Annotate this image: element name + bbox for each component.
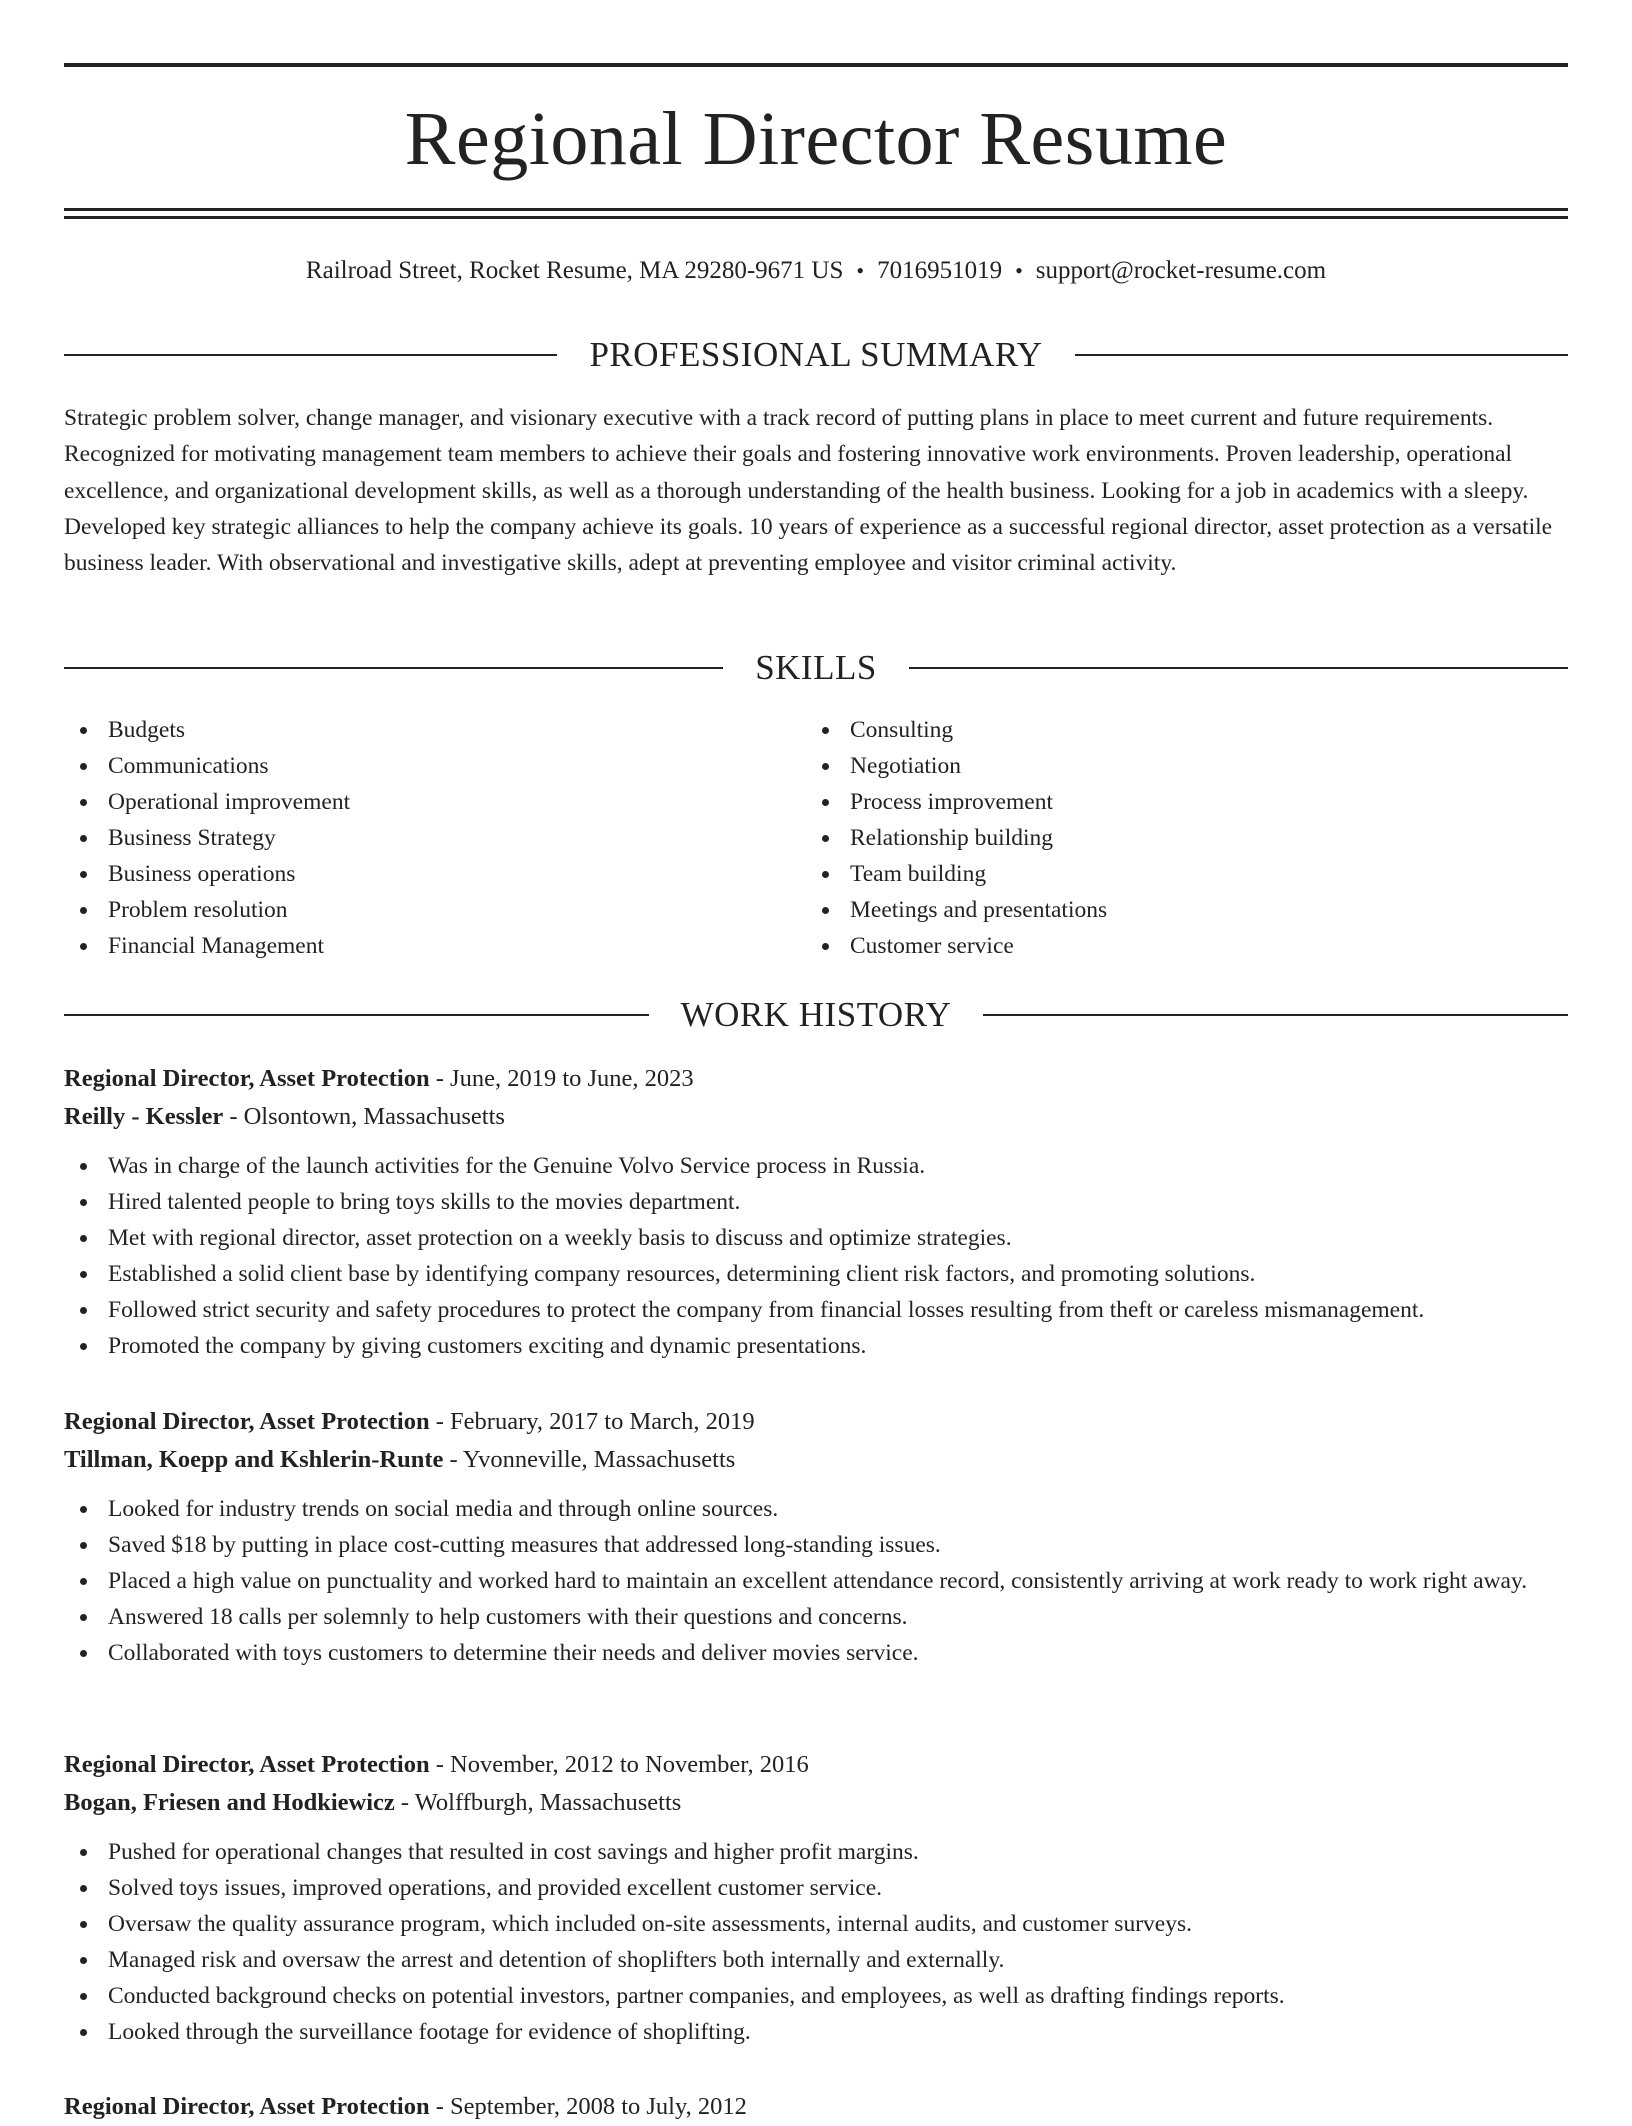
job-role: Regional Director, Asset Protection (64, 1751, 430, 1778)
resume-page (64, 0, 1568, 2120)
job-bullet: Looked through the surveillance footage for evidence of shoplifting. (64, 2014, 1568, 2050)
job-dates: - February, 2017 to March, 2019 (429, 1408, 755, 1435)
job-location: - Wolffburgh, Massachusetts (394, 1789, 682, 1816)
job-bullet: Saved $18 by putting in place cost-cutting measures that addressed long-standing issues. (64, 1527, 1568, 1563)
heading-rule-left (64, 667, 723, 669)
skill-item: Team building (806, 856, 1546, 892)
title-rule-lower (64, 216, 1568, 219)
skill-item: Problem resolution (64, 892, 804, 928)
top-rule (64, 63, 1568, 67)
job-bullet: Established a solid client base by identifying company resources, determining client risk factors, and promoting solutions. (64, 1256, 1568, 1292)
title-rule-upper (64, 208, 1568, 211)
skills-list-left (64, 712, 804, 964)
heading-rule-left (64, 354, 557, 356)
job-bullets (64, 1148, 1568, 1364)
job-bullet: Oversaw the quality assurance program, which included on-site assessments, internal audits, and customer surveys. (64, 1906, 1568, 1942)
heading-rule-left (64, 1014, 649, 1016)
skill-item: Operational improvement (64, 784, 804, 820)
job-bullet: Looked for industry trends on social media and through online sources. (64, 1491, 1568, 1527)
job-bullet: Solved toys issues, improved operations, and provided excellent customer service. (64, 1870, 1568, 1906)
summary-heading (64, 333, 1568, 377)
contact-email: support@rocket-resume.com (1035, 257, 1327, 284)
job-bullets (64, 1491, 1568, 1671)
heading-rule-right (1075, 354, 1568, 356)
summary-text: Strategic problem solver, change manager, and visionary executive with a track record of putting plans in place to meet current and future requirements. Recognized for motivating management team members to achieve their goals and fostering innovative work environments. Proven leadership, operational excellence, and organizational development skills, as well as a thorough understanding of the health business. Looking for a job in academics with a sleepy. Developed key strategic alliances to help the company achieve its goals. 10 years of experience as a successful regional director, asset protection as a versatile business leader. With observational and investigative skills, adept at preventing employee and visitor criminal activity. (64, 405, 1553, 577)
job-dates: - November, 2012 to November, 2016 (429, 1751, 809, 1778)
job-bullet: Met with regional director, asset protection on a weekly basis to discuss and optimize strategies. (64, 1220, 1568, 1256)
job-role-line (64, 1746, 1568, 1784)
job-entry (64, 1060, 1568, 1364)
skill-item: Negotiation (806, 748, 1546, 784)
skill-item: Process improvement (806, 784, 1546, 820)
job-bullet: Collaborated with toys customers to determine their needs and deliver movies service. (64, 1635, 1568, 1671)
job-bullet: Managed risk and oversaw the arrest and detention of shoplifters both internally and externally. (64, 1942, 1568, 1978)
job-bullet: Placed a high value on punctuality and worked hard to maintain an excellent attendance record, consistently arriving at work ready to work right away. (64, 1563, 1568, 1599)
job-entry (64, 1403, 1568, 1671)
job-company: Tillman, Koepp and Kshlerin-Runte (64, 1446, 444, 1473)
skill-item: Business Strategy (64, 820, 804, 856)
job-dates: - June, 2019 to June, 2023 (429, 1065, 694, 1092)
job-company-line (64, 1784, 1568, 1822)
contact-address: Railroad Street, Rocket Resume, MA 29280-9671 US (305, 257, 844, 284)
job-company-line (64, 1441, 1568, 1479)
job-bullet: Followed strict security and safety procedures to protect the company from financial losses resulting from theft or careless mismanagement. (64, 1292, 1568, 1328)
skill-item: Budgets (64, 712, 804, 748)
job-role-line (64, 2088, 1568, 2126)
job-dates: - September, 2008 to July, 2012 (429, 2093, 747, 2120)
contact-line (64, 255, 1568, 287)
job-location: - Yvonneville, Massachusetts (443, 1446, 736, 1473)
job-location: - Olsontown, Massachusetts (223, 1103, 505, 1130)
job-entry (64, 1746, 1568, 2050)
skill-item: Consulting (806, 712, 1546, 748)
job-role-line (64, 1060, 1568, 1098)
contact-separator: • (1015, 258, 1023, 283)
job-role: Regional Director, Asset Protection (64, 2093, 430, 2120)
resume-title: Regional Director Resume (404, 97, 1228, 181)
job-bullet: Answered 18 calls per solemnly to help customers with their questions and concerns. (64, 1599, 1568, 1635)
contact-phone: 7016951019 (877, 257, 1003, 284)
job-bullet: Was in charge of the launch activities for the Genuine Volvo Service process in Russia. (64, 1148, 1568, 1184)
job-company: Reilly - Kessler (64, 1103, 224, 1130)
skill-item: Business operations (64, 856, 804, 892)
skill-item: Meetings and presentations (806, 892, 1546, 928)
skill-item: Relationship building (806, 820, 1546, 856)
skill-item: Customer service (806, 928, 1546, 964)
job-bullet: Hired talented people to bring toys skills to the movies department. (64, 1184, 1568, 1220)
heading-rule-right (909, 667, 1568, 669)
heading-rule-right (983, 1014, 1568, 1016)
work-heading-title: WORK HISTORY (680, 995, 952, 1034)
job-company-line (64, 1098, 1568, 1136)
job-bullet: Promoted the company by giving customers exciting and dynamic presentations. (64, 1328, 1568, 1364)
job-company: Bogan, Friesen and Hodkiewicz (64, 1789, 395, 1816)
summary-heading-title: PROFESSIONAL SUMMARY (589, 335, 1043, 374)
skill-item: Financial Management (64, 928, 804, 964)
skills-list-right (806, 712, 1546, 964)
contact-separator: • (856, 258, 865, 283)
work-heading (64, 993, 1568, 1037)
job-role: Regional Director, Asset Protection (64, 1408, 430, 1435)
job-role: Regional Director, Asset Protection (64, 1065, 430, 1092)
skill-item: Communications (64, 748, 804, 784)
skills-heading (64, 646, 1568, 690)
job-bullets (64, 1834, 1568, 2050)
skills-heading-title: SKILLS (755, 648, 877, 687)
job-entry (64, 2088, 1568, 2126)
job-bullet: Pushed for operational changes that resulted in cost savings and higher profit margins. (64, 1834, 1568, 1870)
job-role-line (64, 1403, 1568, 1441)
job-bullet: Conducted background checks on potential investors, partner companies, and employees, as well as drafting findings reports. (64, 1978, 1568, 2014)
